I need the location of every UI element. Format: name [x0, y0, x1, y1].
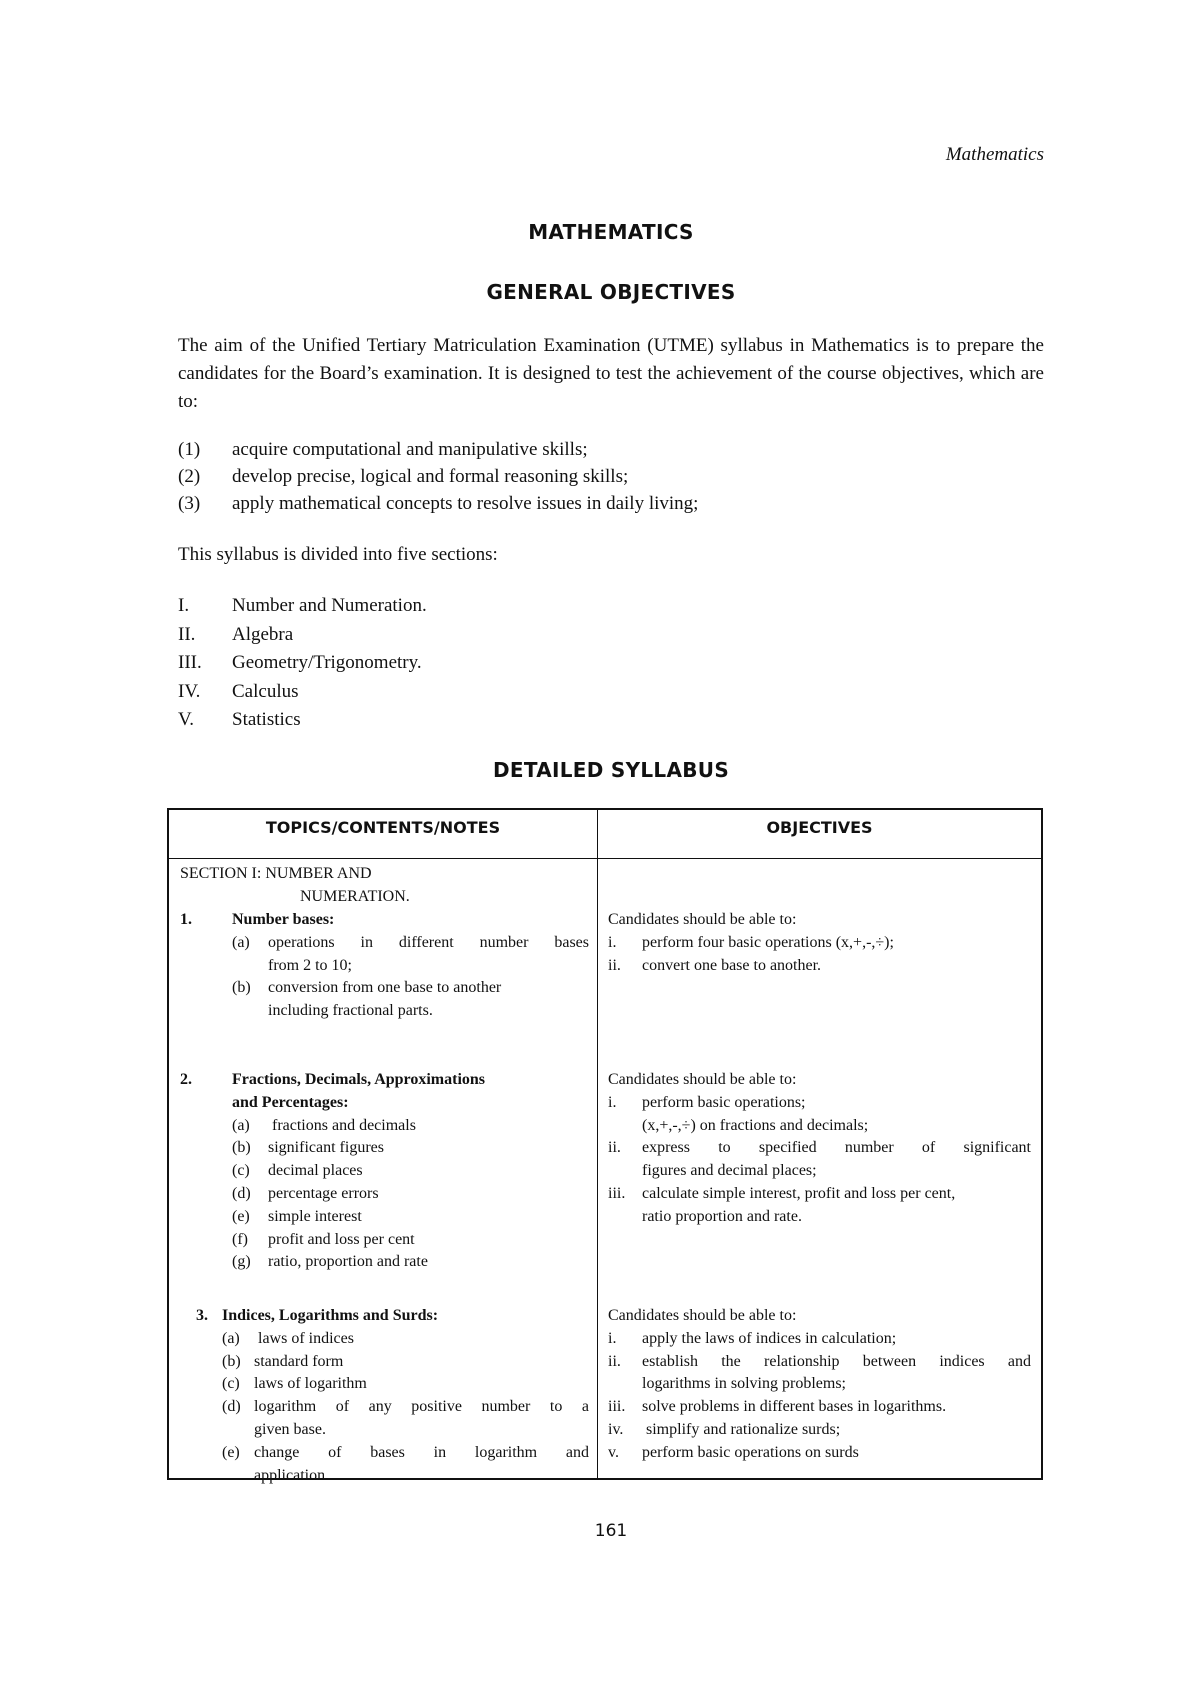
course-objectives-list: [178, 436, 1044, 517]
list-item: I. Number and Numeration.: [178, 595, 427, 616]
list-item: iv. simplify and rationalize surds;: [608, 1420, 841, 1438]
table-header-topics: TOPICS/CONTENTS/NOTES: [169, 810, 598, 859]
topic-1: 1. Number bases: (a) operations in different number bases from 2 to 10; (b) conversion from one base to another including fractional parts.: [180, 909, 589, 1023]
topic-2: 2. Fractions, Decimals, Approximations and Percentages: (a) fractions and decimals (b) significant figures (c) decimal places (d) percentage errors (e) simple interest (f) profit and loss per cent (g) ratio, proportion and rate: [180, 1069, 589, 1274]
objectives-column: [598, 859, 1041, 1478]
page-number: 161: [594, 1521, 628, 1541]
list-item: IV. Calculus: [178, 680, 299, 702]
list-item: (d) logarithm of any positive number to a given base.: [222, 1398, 589, 1438]
page-title: MATHEMATICS: [528, 220, 694, 244]
intro-paragraph: The aim of the Unified Tertiary Matriculation Examination (UTME) syllabus in Mathematics is to prepare the candidates for the Board’s examination. It is designed to test the achievement of the course objectives, which are to:: [178, 335, 1044, 412]
list-item: III. Geometry/Trigonometry.: [178, 652, 422, 673]
objectives-2: Candidates should be able to: i. perform basic operations; (x,+,-,÷) on fractions and decimals; ii. express to specified number of significant figures and decimal places; iii. calculate simple interest, profit and loss per cent, ratio proportion and rate.: [608, 1069, 1031, 1229]
list-item: i. perform four basic operations (x,+,-,÷);: [608, 933, 894, 951]
list-item: i. perform basic operations; (x,+,-,÷) on fractions and decimals;: [608, 1093, 869, 1134]
list-item: (a) operations in different number bases from 2 to 10;: [232, 933, 589, 974]
list-item: ii. express to specified number of significant figures and decimal places;: [608, 1139, 1031, 1180]
list-item: (d) percentage errors: [232, 1184, 379, 1202]
list-item: (1) acquire computational and manipulative skills;: [178, 439, 588, 460]
objectives-1: Candidates should be able to: i. perform four basic operations (x,+,-,÷); ii. convert one base to another.: [608, 909, 1031, 977]
list-item: (g) ratio, proportion and rate: [232, 1253, 428, 1271]
list-item: (c) laws of logarithm: [222, 1375, 367, 1393]
list-item: v. perform basic operations on surds: [608, 1443, 859, 1461]
list-item: (a) fractions and decimals: [232, 1116, 416, 1134]
topic-3: 3. Indices, Logarithms and Surds: (a) laws of indices (b) standard form (c) laws of logarithm (d) logarithm of any positive number to a given base. (e) change of bases in logarithm and application.: [180, 1305, 589, 1487]
list-item: ii. establish the relationship between indices and logarithms in solving problems;: [608, 1352, 1031, 1393]
detailed-syllabus-heading: DETAILED SYLLABUS: [492, 758, 730, 782]
list-item: (b) conversion from one base to another including fractional parts.: [232, 979, 502, 1020]
list-item: (e) simple interest: [232, 1207, 362, 1225]
sections-list: [178, 592, 1044, 735]
running-header: Mathematics: [945, 144, 1044, 165]
list-item: II. Algebra: [178, 623, 294, 645]
list-item: ii. convert one base to another.: [608, 956, 822, 974]
list-item: (3) apply mathematical concepts to resolve issues in daily living;: [178, 493, 699, 514]
list-item: (a) laws of indices: [222, 1329, 354, 1347]
list-item: iii. calculate simple interest, profit and loss per cent, ratio proportion and rate.: [608, 1184, 956, 1225]
list-item: i. apply the laws of indices in calculation;: [608, 1329, 897, 1347]
objectives-3: Candidates should be able to: i. apply the laws of indices in calculation; ii. establish the relationship between indices and logarithms in solving problems; iii. solve problems in different bases in logarithms. iv. simplify and rationalize surds; v. perform basic operations on surds: [608, 1305, 1031, 1465]
list-item: V. Statistics: [178, 709, 301, 730]
list-item: (b) significant figures: [232, 1139, 384, 1157]
list-item: (f) profit and loss per cent: [232, 1230, 415, 1248]
list-item: (e) change of bases in logarithm and application.: [222, 1443, 589, 1484]
table-header-objectives: OBJECTIVES: [598, 810, 1041, 859]
list-item: (b) standard form: [222, 1352, 344, 1370]
list-item: (2) develop precise, logical and formal reasoning skills;: [178, 466, 629, 487]
topics-column: [169, 859, 598, 1484]
sections-intro: This syllabus is divided into five sections:: [178, 544, 498, 565]
section-heading: SECTION I: NUMBER AND NUMERATION.: [180, 865, 410, 905]
general-objectives-heading: GENERAL OBJECTIVES: [486, 280, 736, 304]
list-item: (c) decimal places: [232, 1162, 363, 1180]
syllabus-table: [167, 808, 1043, 1484]
document-page: [178, 0, 1044, 1698]
list-item: iii. solve problems in different bases in logarithms.: [608, 1398, 947, 1416]
